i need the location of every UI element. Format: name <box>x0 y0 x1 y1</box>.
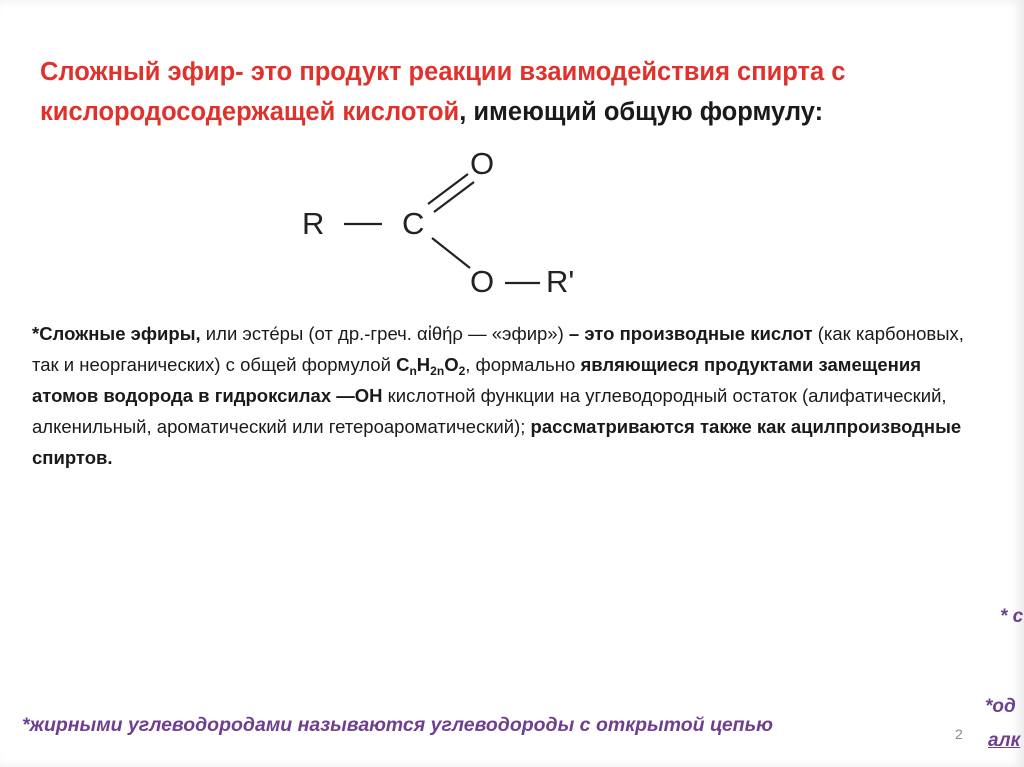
formula-R: R <box>302 206 325 241</box>
footnote-fatty-hydrocarbons: *жирными углеводородами называются углеводороды с открытой цепью <box>22 714 774 736</box>
title-continuation: , имеющий общую формулу: <box>459 98 824 126</box>
formula-O-ether: O <box>470 264 495 299</box>
title-definition: Сложный эфир- это продукт реакции взаимодействия спирта с кислородосодержащей кислотой <box>40 58 846 126</box>
right-note-1: * с <box>1000 606 1024 627</box>
formula-2n-subscript: 2n <box>430 364 445 378</box>
formula-O-carbonyl: O <box>470 146 495 181</box>
slide-title <box>40 52 980 132</box>
right-note-2: *од <box>985 696 1016 717</box>
body-acid-types: (как карбоновых, так и неорганических) с общей формулой <box>32 323 964 375</box>
body-acyl-derivatives: рассматриваются также как ацилпроизводные спиртов. <box>32 416 962 468</box>
body-definition: – это производные кислот <box>568 323 813 344</box>
formula-n-subscript: n <box>409 364 417 378</box>
right-note-3: алк <box>988 730 1021 751</box>
formula-C: C <box>402 206 425 241</box>
double-bond-line-2 <box>434 182 474 212</box>
body-etymology: или эсте́ры (от др.-греч. αἰθήρ — «эфир») <box>200 323 569 344</box>
body-residues: кислотной функции на углеводородный остаток (алифатический, алкенильный, ароматический или гетероароматический); <box>32 385 947 437</box>
formula-C-symbol: C <box>396 354 410 375</box>
body-term: *Сложные эфиры, <box>32 323 201 344</box>
general-formula <box>396 354 466 378</box>
ester-description <box>32 318 992 473</box>
body-formally: , формально <box>465 354 581 375</box>
formula-2-subscript: 2 <box>458 364 466 378</box>
formula-O-symbol: O <box>444 354 459 375</box>
page-number: 2 <box>955 726 963 742</box>
formula-R-prime: R' <box>546 264 575 299</box>
double-bond-line-1 <box>428 174 468 204</box>
formula-H-symbol: H <box>416 354 431 375</box>
ester-structural-formula <box>292 140 612 310</box>
bond-C-O <box>432 238 470 268</box>
body-substitution: являющиеся продуктами замещения атомов водорода в гидроксилах —ОН <box>32 354 922 406</box>
